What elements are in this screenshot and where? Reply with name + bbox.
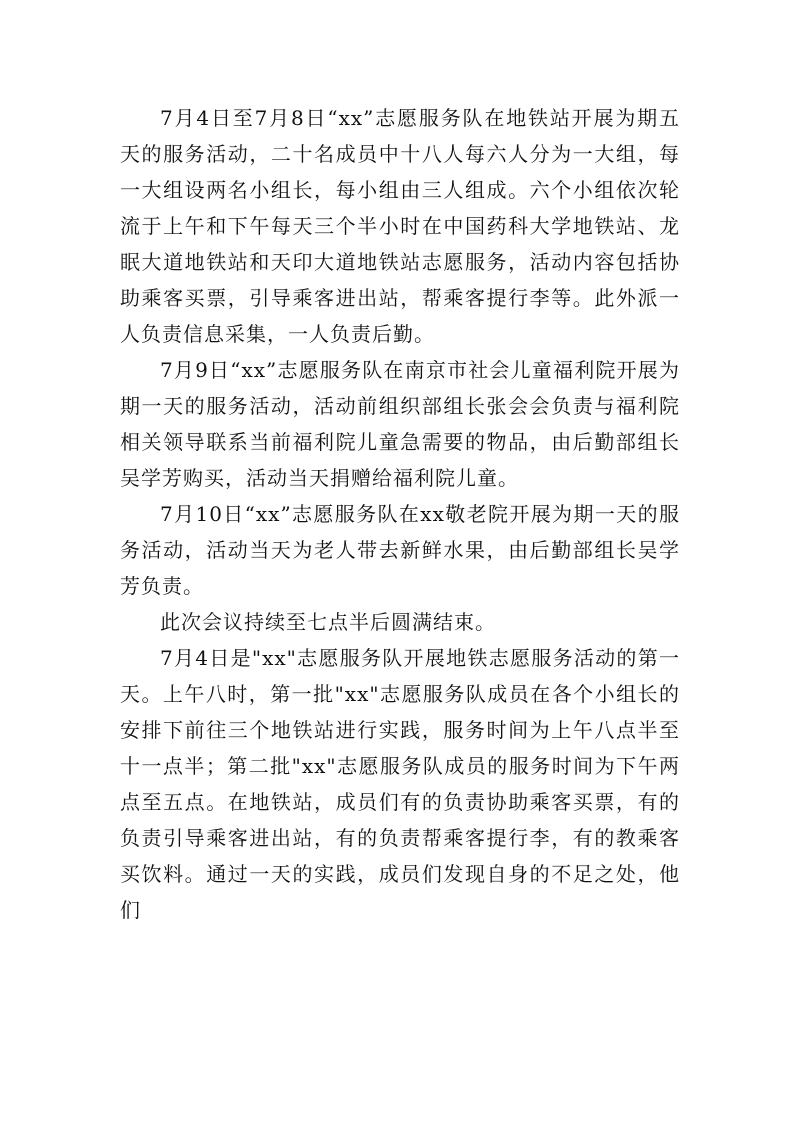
document-body [120,100,680,928]
paragraph-first-day: 7月4日是"xx"志愿服务队开展地铁志愿服务活动的第一天。上午八时，第一批"xx"志愿服务队成员在各个小组长的安排下前往三个地铁站进行实践，服务时间为上午八点半至十一点半；第二批"xx"志愿服务队成员的服务时间为下午两点至五点。在地铁站，成员们有的负责协助乘客买票，有的负责引导乘客进出站，有的负责帮乘客提行李，有的教乘客买饮料。通过一天的实践，成员们发现自身的不足之处，他们 [120,646,680,922]
paragraph-meeting-end: 此次会议持续至七点半后圆满结束。 [160,610,496,634]
paragraph-subway-service: 7月4日至7月8日“xx”志愿服务队在地铁站开展为期五天的服务活动，二十名成员中十八人每六人分为一大组，每一大组设两名小组长，每小组由三人组成。六个小组依次轮流于上午和下午每天三个半小时在中国药科大学地铁站、龙眠大道地铁站和天印大道地铁站志愿服务，活动内容包括协助乘客买票，引导乘客进出站，帮乘客提行李等。此外派一人负责信息采集，一人负责后勤。 [120,106,680,346]
paragraph-nursing-home: 7月10日“xx”志愿服务队在xx敬老院开展为期一天的服务活动，活动当天为老人带去新鲜水果，由后勤部组长吴学芳负责。 [120,502,680,598]
paragraph-welfare-home: 7月9日“xx”志愿服务队在南京市社会儿童福利院开展为期一天的服务活动，活动前组织部组长张会会负责与福利院相关领导联系当前福利院儿童急需要的物品，由后勤部组长吴学芳购买，活动当天捐赠给福利院儿童。 [120,358,680,490]
